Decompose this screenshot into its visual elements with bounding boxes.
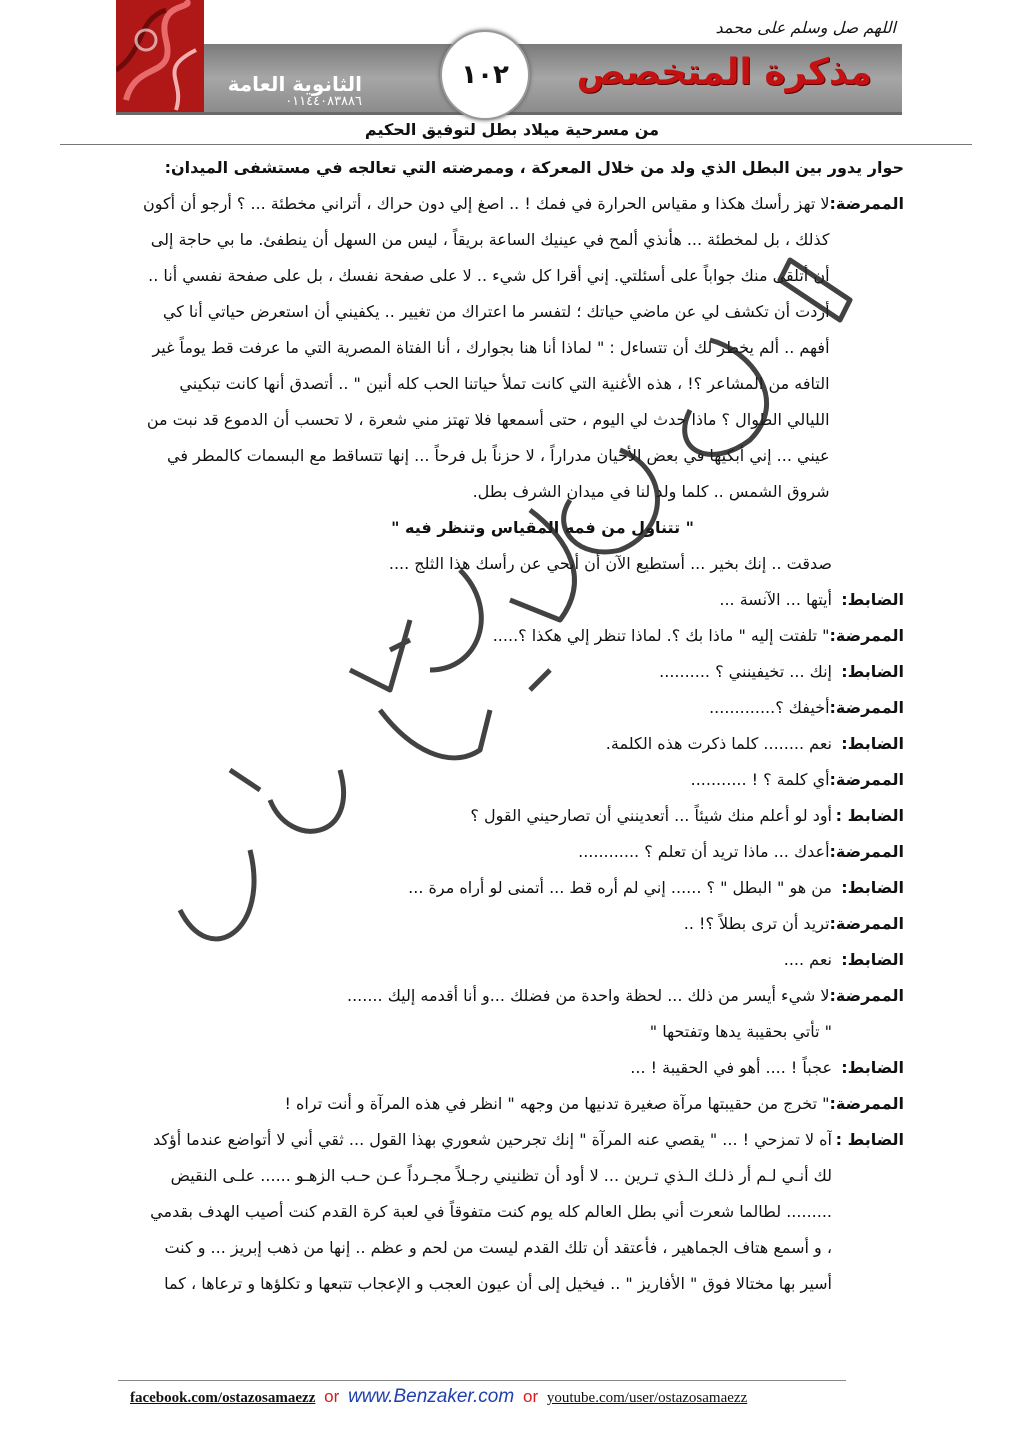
text-line: أسير بها مختالا فوق " الأفاريز " .. فيخيل إلى أن عيون العجب و الإعجاب تتبعها و تكلؤها و ترعاها ، كما (164, 1274, 832, 1293)
dialogue-text: أيتها ... الآنسة ... (719, 590, 832, 609)
dialogue-text: لا شيء أيسر من ذلك ... لحظة واحدة من فضلك ...و أنا أقدمه إليك ....... (347, 986, 830, 1005)
header-dua: اللهم صل وسلم على محمد (715, 18, 896, 37)
dialogue-row (58, 870, 904, 906)
speaker-label: الضابط : (835, 806, 904, 825)
dialogue-row (58, 798, 904, 834)
dialogue-text: أعدك ... ماذا تريد أن تعلم ؟ ............ (578, 842, 830, 861)
speaker-label: الممرضة: (829, 194, 904, 213)
dialogue-text: أخيفك ؟............. (709, 698, 830, 717)
stage-direction-2: " تأتي بحقيبة يدها وتفتحها " (649, 1022, 832, 1041)
page-number: ١٠٢ (440, 30, 530, 120)
or-separator: or (522, 1387, 539, 1406)
dialogue-row (58, 1050, 904, 1086)
dialogue-text: نعم ........ كلما ذكرت هذه الكلمة. (605, 734, 832, 753)
speaker-label: الضابط: (841, 662, 904, 681)
text-line: عيني ... إني أبكيها في بعض الأحيان مدراراً ، لا حزناً بل فرحاً ... إنها تتساقط مع البسمات كالمطر في (167, 446, 830, 465)
text-line: ، و أسمع هتاف الجماهير ، فأعتقد أن تلك القدم ليست من لحم و عظم .. إنها من ذهب إبريز ... و كنت (164, 1238, 832, 1257)
speaker-label: الضابط: (841, 878, 904, 897)
speaker-label: الضابط : (835, 1130, 904, 1149)
dialogue-row (58, 654, 904, 690)
text-line: آه لا تمزحي ! ... " يقصي عنه المرآة " إنك تجرحين شعوري بهذا القول ... ثقي أني لا أتواضع عندما أؤكد (153, 1130, 832, 1149)
benzaker-link[interactable]: www.Benzaker.com (348, 1386, 515, 1407)
page-subtitle: من مسرحية ميلاد بطل لتوفيق الحكيم (364, 120, 660, 139)
logo-graphic (116, 0, 204, 112)
speech-officer-final (58, 1122, 904, 1302)
dialogue-block (58, 582, 904, 1014)
text-line: أفهم .. ألم يخطر لك أن تتساءل : " لماذا أنا هنا بجوارك ، أنا الفتاة المصرية التي ما عرفت قط يوماً غير (152, 338, 830, 357)
dialogue-row (58, 978, 904, 1014)
or-separator: or (324, 1387, 340, 1406)
school-name: الثانوية العامة (227, 72, 362, 96)
dialogue-text: أي كلمة ؟ ! ........... (690, 770, 830, 789)
text-line: لا تهز رأسك هكذا و مقياس الحرارة في فمك ! .. اصغ إلي دون حراك ، أتراني مخطئة ... ؟ أرجو أن أكون (143, 194, 830, 213)
speaker-label: الضابط: (841, 590, 904, 609)
dialogue-row (58, 1086, 904, 1122)
dialogue-row (58, 726, 904, 762)
dialogue-row (58, 762, 904, 798)
dialogue-text: إنك ... تخيفينني ؟ .......... (659, 662, 832, 681)
footer-links (130, 1386, 850, 1408)
text-line: أردت أن تكشف لي عن ماضي حياتك ؛ لتفسر ما اعتراك من تغيير .. يكفيني أن استعرض حياتي أنا كي (162, 302, 830, 321)
dialogue-row (58, 690, 904, 726)
dialogue-text: من هو " البطل " ؟ ...... إني لم أره قط ... أتمنى لو أراه مرة ... (408, 878, 832, 897)
dialogue-row (58, 582, 904, 618)
text-line: ......... لطالما شعرت أني بطل العالم كله يوم كنت متفوقاً في لعبة كرة القدم كنت أصيب الهدف بقدمي (150, 1202, 832, 1221)
footer-divider (118, 1380, 846, 1381)
school-phone: ٠١١٤٤٠٨٣٨٨٦ (285, 94, 362, 109)
speech-lines (58, 186, 830, 510)
speaker-label: الممرضة: (829, 842, 904, 861)
text-line: أن أتلقى منك جواباً على أسئلتي. إني أقرا كل شيء .. لا على صفحة نفسك ، بل على صفحة نفسي أنا .. (148, 266, 830, 285)
speaker-label: الممرضة: (829, 770, 904, 789)
text-line: كذلك ، بل لمخطئة ... هأنذي ألمح في عينيك الساعة بريقاً ، ليس من السهل أن ينطفئ. ما بي حاجة إلى (150, 230, 830, 249)
dialogue-row (58, 906, 904, 942)
speaker-label: الممرضة: (829, 626, 904, 645)
text-body (58, 150, 904, 1302)
header-divider (60, 144, 972, 145)
dialogue-text: نعم .... (783, 950, 832, 969)
speaker-label: الضابط: (841, 950, 904, 969)
speech-lines (58, 1122, 832, 1302)
dialogue-text: عجباً ! .... أهو في الحقيبة ! ... (630, 1058, 832, 1077)
speech-nurse-1 (58, 186, 904, 510)
dialogue-row (58, 834, 904, 870)
youtube-link[interactable]: youtube.com/user/ostazosamaezz (546, 1390, 748, 1406)
nurse-continuation: صدقت .. إنك بخير ... أستطيع الآن أن أنحي عن رأسك هذا الثلج .... (388, 554, 832, 573)
speaker-label: الممرضة: (829, 914, 904, 933)
text-line: التافه من المشاعر ؟! ، هذه الأغنية التي كانت تملأ حياتنا الحب كله أنين " .. أتصدق أنها كانت تبكيني (179, 374, 830, 393)
dialogue-text: أود لو أعلم منك شيئاً ... أتعدينني أن تصارحيني القول ؟ (470, 806, 832, 825)
text-line: شروق الشمس .. كلما ولد لنا في ميدان الشرف بطل. (472, 482, 830, 501)
dialogue-text: تريد أن ترى بطلاً ؟! .. (683, 914, 830, 933)
dialogue-text: " تخرج من حقيبتها مرآة صغيرة تدنيها من وجهه " انظر في هذه المرآة و أنت تراه ! (284, 1094, 830, 1113)
logo-swirl-icon (116, 0, 204, 112)
dialogue-row (58, 618, 904, 654)
facebook-link[interactable]: facebook.com/ostazosamaezz (130, 1390, 316, 1406)
dialogue-row (58, 942, 904, 978)
speaker-label: الممرضة: (829, 1094, 904, 1113)
speaker-label: الضابط: (841, 1058, 904, 1077)
dialogue-text: " تلفتت إليه " ماذا بك ؟. لماذا تنظر إلي هكذا ؟..... (492, 626, 830, 645)
text-line: الليالي الطوال ؟ ماذا حدث لي اليوم ، حتى أسمعها فلا تهتز مني شعرة ، لا تحسب أن الدموع قد نبت من (146, 410, 830, 429)
banner-title: مذكرة المتخصص (576, 52, 872, 93)
speaker-label: الممرضة: (829, 698, 904, 717)
text-line: لك أنـي لـم أر ذلـك الـذي تـرين ... لا أود أن تظنيني رجـلاً مجـرداً عـن حـب الزهـو ...... علـى النقيض (170, 1166, 832, 1185)
dialogue-block-2 (58, 1050, 904, 1122)
speaker-label: الضابط: (841, 734, 904, 753)
stage-direction: " تتناول من فمه المقياس وتنظر فيه " (391, 518, 694, 537)
intro-line: حوار يدور بين البطل الذي ولد من خلال المعركة ، وممرضته التي تعالجه في مستشفى الميدان: (164, 158, 904, 177)
speaker-label: الممرضة: (829, 986, 904, 1005)
